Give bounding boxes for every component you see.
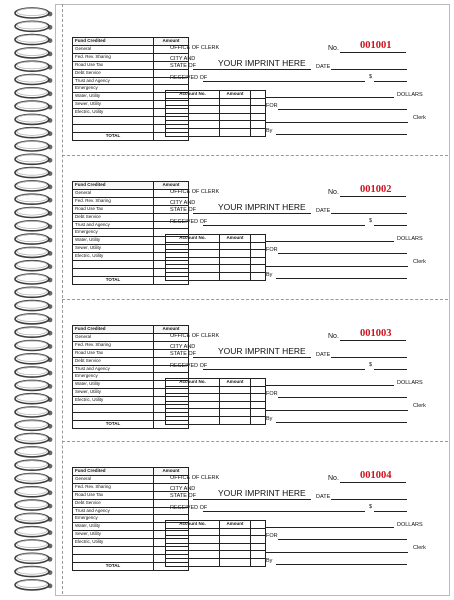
for-line-2 (266, 122, 408, 123)
date-label: DATE (316, 352, 331, 358)
account-no-cell[interactable] (166, 106, 220, 114)
account-no-cell[interactable] (166, 265, 220, 273)
receipt-number: 001002 (360, 184, 392, 195)
dollar-sign: $ (369, 218, 373, 224)
account-no-cell[interactable] (166, 250, 220, 258)
fund-name: Fed. Rev. Sharing (73, 197, 154, 205)
account-cents-cell[interactable] (251, 250, 266, 258)
dollars-label: DOLLARS (397, 522, 423, 528)
dollar-sign: $ (369, 504, 373, 510)
date-line (331, 499, 407, 500)
account-row (166, 121, 266, 129)
account-row (166, 409, 266, 417)
date-line (331, 213, 407, 214)
account-amount-cell[interactable] (220, 543, 251, 551)
account-no-header: Account No. (166, 379, 220, 387)
account-amount-header: Amount (220, 235, 251, 243)
total-label: TOTAL (73, 420, 154, 428)
account-no-header: Account No. (166, 91, 220, 99)
account-cents-cell[interactable] (251, 543, 266, 551)
account-row (166, 551, 266, 559)
account-cents-cell[interactable] (251, 536, 266, 544)
account-row (166, 401, 266, 409)
account-no-header: Account No. (166, 521, 220, 529)
account-table (165, 520, 266, 567)
account-cents-cell[interactable] (251, 558, 266, 566)
received-line (203, 81, 365, 82)
fund-name: Emergency (73, 373, 154, 381)
dollar-sign: $ (369, 362, 373, 368)
account-row (166, 265, 266, 273)
city-label: CITY AND (170, 344, 196, 350)
by-line (276, 422, 407, 423)
account-row (166, 242, 266, 250)
fund-name: Debt Service (73, 499, 154, 507)
fund-name: General (73, 189, 154, 197)
account-no-cell[interactable] (166, 401, 220, 409)
amount-header: Amount (154, 38, 189, 46)
fund-name (73, 124, 154, 132)
account-row (166, 528, 266, 536)
account-amount-cell[interactable] (220, 257, 251, 265)
date-label: DATE (316, 494, 331, 500)
state-line (193, 357, 311, 358)
fund-name: Trust and Agency (73, 365, 154, 373)
receipt-number: 001001 (360, 40, 392, 51)
fund-name: Road Use Tax (73, 349, 154, 357)
fund-name: Electric, Utility (73, 109, 154, 117)
fund-name: Water, Utility (73, 237, 154, 245)
account-amount-cell[interactable] (220, 401, 251, 409)
account-cents-cell[interactable] (251, 121, 266, 129)
fund-credited-header: Fund Credited (73, 326, 154, 334)
account-cents-cell[interactable] (251, 409, 266, 417)
account-row (166, 128, 266, 136)
fund-name: Trust and Agency (73, 77, 154, 85)
account-cents-cell[interactable] (251, 401, 266, 409)
fund-credited-header: Fund Credited (73, 468, 154, 476)
account-amount-cell[interactable] (220, 121, 251, 129)
state-label: STATE OF (170, 207, 197, 213)
received-of-label: RECEIVED OF (170, 505, 208, 511)
account-no-cell[interactable] (166, 121, 220, 129)
for-line (278, 253, 407, 254)
receipt-number: 001003 (360, 328, 392, 339)
fund-name: Fed. Rev. Sharing (73, 341, 154, 349)
receipt (0, 4, 454, 144)
account-cents-cell[interactable] (251, 551, 266, 559)
account-no-cell[interactable] (166, 386, 220, 394)
for-label: FOR (266, 103, 278, 109)
fund-credited-header: Fund Credited (73, 182, 154, 190)
total-label: TOTAL (73, 276, 154, 284)
account-cents-header (251, 235, 266, 243)
dollars-label: DOLLARS (397, 236, 423, 242)
for-label: FOR (266, 533, 278, 539)
account-amount-cell[interactable] (220, 250, 251, 258)
fund-name: Trust and Agency (73, 507, 154, 515)
fund-name: Emergency (73, 515, 154, 523)
account-no-cell[interactable] (166, 543, 220, 551)
account-cents-cell[interactable] (251, 416, 266, 424)
fund-name: Electric, Utility (73, 253, 154, 261)
account-amount-header: Amount (220, 379, 251, 387)
account-amount-cell[interactable] (220, 551, 251, 559)
fund-name: Fed. Rev. Sharing (73, 53, 154, 61)
receipt (0, 148, 454, 288)
account-cents-cell[interactable] (251, 113, 266, 121)
account-amount-cell[interactable] (220, 272, 251, 280)
dollar-sign: $ (369, 74, 373, 80)
receipt (0, 292, 454, 432)
city-label: CITY AND (170, 56, 196, 62)
clerk-label: Clerk (413, 115, 426, 121)
received-of-label: RECEIVED OF (170, 363, 208, 369)
fund-name: General (73, 333, 154, 341)
number-label: No. (328, 333, 339, 340)
account-row (166, 113, 266, 121)
account-row (166, 257, 266, 265)
fund-name: Fed. Rev. Sharing (73, 483, 154, 491)
number-line (340, 482, 406, 483)
fund-name: Water, Utility (73, 381, 154, 389)
by-line (276, 134, 407, 135)
received-line (203, 369, 365, 370)
account-amount-cell[interactable] (220, 265, 251, 273)
total-label: TOTAL (73, 562, 154, 570)
account-amount-cell[interactable] (220, 106, 251, 114)
account-row (166, 536, 266, 544)
account-row (166, 543, 266, 551)
number-line (340, 340, 406, 341)
fund-name: Road Use Tax (73, 491, 154, 499)
by-line (276, 564, 407, 565)
city-label: CITY AND (170, 486, 196, 492)
account-no-cell[interactable] (166, 272, 220, 280)
account-row (166, 386, 266, 394)
by-line (276, 278, 407, 279)
city-label: CITY AND (170, 200, 196, 206)
account-no-cell[interactable] (166, 257, 220, 265)
account-no-cell[interactable] (166, 98, 220, 106)
account-cents-cell[interactable] (251, 128, 266, 136)
account-row (166, 394, 266, 402)
account-amount-cell[interactable] (220, 528, 251, 536)
fund-name: Sewer, Utility (73, 245, 154, 253)
for-line-2 (266, 552, 408, 553)
received-line (203, 511, 365, 512)
account-amount-cell[interactable] (220, 536, 251, 544)
fund-name: General (73, 45, 154, 53)
account-amount-cell[interactable] (220, 98, 251, 106)
state-label: STATE OF (170, 493, 197, 499)
office-label: OFFICE OF CLERK (170, 45, 220, 51)
imprint-text: YOUR IMPRINT HERE (218, 202, 306, 212)
state-line (193, 213, 311, 214)
account-cents-cell[interactable] (251, 242, 266, 250)
account-row (166, 272, 266, 280)
received-of-label: RECEIVED OF (170, 75, 208, 81)
fund-name: Debt Service (73, 357, 154, 365)
dollars-line (266, 241, 394, 242)
by-label: By (266, 416, 273, 422)
imprint-text: YOUR IMPRINT HERE (218, 58, 306, 68)
account-cents-header (251, 91, 266, 99)
account-table (165, 234, 266, 281)
fund-name: Sewer, Utility (73, 389, 154, 397)
account-cents-header (251, 379, 266, 387)
received-line (203, 225, 365, 226)
imprint-text: YOUR IMPRINT HERE (218, 488, 306, 498)
dollars-line (266, 385, 394, 386)
state-label: STATE OF (170, 351, 197, 357)
account-cents-cell[interactable] (251, 394, 266, 402)
dollars-line (266, 527, 394, 528)
clerk-label: Clerk (413, 259, 426, 265)
amount-header: Amount (154, 468, 189, 476)
fund-name: Debt Service (73, 213, 154, 221)
fund-name (73, 554, 154, 562)
receipt-number: 001004 (360, 470, 392, 481)
number-label: No. (328, 189, 339, 196)
number-label: No. (328, 475, 339, 482)
fund-name: Road Use Tax (73, 205, 154, 213)
account-amount-cell[interactable] (220, 409, 251, 417)
amount-line (374, 511, 407, 512)
amount-line (374, 369, 407, 370)
fund-name: Debt Service (73, 69, 154, 77)
fund-name (73, 117, 154, 125)
imprint-text: YOUR IMPRINT HERE (218, 346, 306, 356)
number-line (340, 196, 406, 197)
date-label: DATE (316, 208, 331, 214)
office-label: OFFICE OF CLERK (170, 475, 220, 481)
total-label: TOTAL (73, 132, 154, 140)
date-line (331, 357, 407, 358)
dollars-label: DOLLARS (397, 380, 423, 386)
for-line-2 (266, 410, 408, 411)
receipt (0, 434, 454, 574)
clerk-label: Clerk (413, 403, 426, 409)
account-amount-cell[interactable] (220, 128, 251, 136)
for-label: FOR (266, 247, 278, 253)
fund-name: Sewer, Utility (73, 531, 154, 539)
for-line (278, 539, 407, 540)
account-no-cell[interactable] (166, 536, 220, 544)
account-amount-cell[interactable] (220, 242, 251, 250)
amount-header: Amount (154, 182, 189, 190)
by-label: By (266, 558, 273, 564)
account-cents-cell[interactable] (251, 528, 266, 536)
account-no-cell[interactable] (166, 128, 220, 136)
fund-name: Road Use Tax (73, 61, 154, 69)
account-amount-cell[interactable] (220, 394, 251, 402)
account-row (166, 558, 266, 566)
account-amount-cell[interactable] (220, 386, 251, 394)
dollars-label: DOLLARS (397, 92, 423, 98)
account-no-cell[interactable] (166, 558, 220, 566)
by-label: By (266, 272, 273, 278)
account-row (166, 250, 266, 258)
account-no-cell[interactable] (166, 394, 220, 402)
fund-name (73, 261, 154, 269)
fund-name (73, 268, 154, 276)
received-of-label: RECEIVED OF (170, 219, 208, 225)
state-line (193, 499, 311, 500)
account-table (165, 378, 266, 425)
fund-name: Emergency (73, 229, 154, 237)
for-line-2 (266, 266, 408, 267)
number-label: No. (328, 45, 339, 52)
account-no-cell[interactable] (166, 113, 220, 121)
fund-name: Water, Utility (73, 93, 154, 101)
account-no-cell[interactable] (166, 551, 220, 559)
account-cents-cell[interactable] (251, 386, 266, 394)
account-row (166, 416, 266, 424)
account-cents-cell[interactable] (251, 106, 266, 114)
dollars-line (266, 97, 394, 98)
account-row (166, 98, 266, 106)
account-cents-cell[interactable] (251, 272, 266, 280)
account-cents-cell[interactable] (251, 98, 266, 106)
account-row (166, 106, 266, 114)
fund-name: Electric, Utility (73, 397, 154, 405)
binding-coil-highlight (17, 580, 47, 587)
account-amount-cell[interactable] (220, 113, 251, 121)
fund-name: Electric, Utility (73, 539, 154, 547)
account-no-cell[interactable] (166, 528, 220, 536)
fund-credited-header: Fund Credited (73, 38, 154, 46)
office-label: OFFICE OF CLERK (170, 333, 220, 339)
account-no-cell[interactable] (166, 416, 220, 424)
account-no-cell[interactable] (166, 409, 220, 417)
office-label: OFFICE OF CLERK (170, 189, 220, 195)
fund-name: General (73, 475, 154, 483)
fund-name (73, 547, 154, 555)
account-cents-cell[interactable] (251, 265, 266, 273)
account-amount-cell[interactable] (220, 416, 251, 424)
date-line (331, 69, 407, 70)
account-cents-header (251, 521, 266, 529)
clerk-label: Clerk (413, 545, 426, 551)
account-amount-header: Amount (220, 91, 251, 99)
number-line (340, 52, 406, 53)
fund-name (73, 412, 154, 420)
fund-name: Emergency (73, 85, 154, 93)
amount-header: Amount (154, 326, 189, 334)
date-label: DATE (316, 64, 331, 70)
for-line (278, 109, 407, 110)
fund-name: Water, Utility (73, 523, 154, 531)
state-line (193, 69, 311, 70)
account-table (165, 90, 266, 137)
amount-line (374, 81, 407, 82)
account-amount-cell[interactable] (220, 558, 251, 566)
account-no-header: Account No. (166, 235, 220, 243)
for-line (278, 397, 407, 398)
account-amount-header: Amount (220, 521, 251, 529)
for-label: FOR (266, 391, 278, 397)
fund-name: Sewer, Utility (73, 101, 154, 109)
account-no-cell[interactable] (166, 242, 220, 250)
account-cents-cell[interactable] (251, 257, 266, 265)
state-label: STATE OF (170, 63, 197, 69)
fund-name (73, 405, 154, 413)
by-label: By (266, 128, 273, 134)
fund-name: Trust and Agency (73, 221, 154, 229)
amount-line (374, 225, 407, 226)
